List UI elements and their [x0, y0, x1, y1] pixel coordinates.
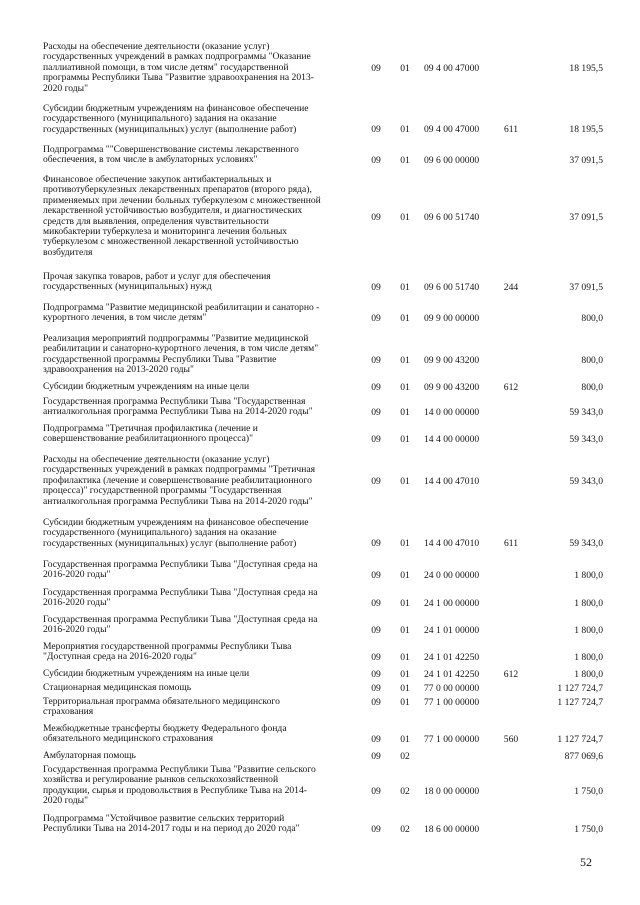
target-article-code: 14 0 00 00000 — [424, 406, 480, 418]
expense-type-code: 612 — [503, 668, 519, 680]
table-row — [0, 560, 640, 581]
table-row — [0, 145, 640, 166]
subsection-code: 02 — [400, 750, 410, 762]
amount: 877 069,6 — [564, 750, 603, 762]
row-description: Государственная программа Республики Тыва "Доступная среда на 2016-2020 годы" — [43, 614, 318, 636]
amount: 18 195,5 — [569, 62, 603, 74]
amount: 800,0 — [581, 381, 603, 393]
target-article-code: 77 1 00 00000 — [424, 733, 480, 745]
target-article-code: 09 9 00 43200 — [424, 381, 480, 393]
table-row — [0, 272, 640, 293]
target-article-code: 09 9 00 43200 — [424, 354, 480, 366]
subsection-code: 01 — [400, 569, 410, 581]
section-code: 09 — [371, 537, 381, 549]
amount: 59 343,0 — [569, 537, 603, 549]
expense-type-code: 611 — [503, 123, 519, 135]
target-article-code: 09 6 00 51740 — [424, 281, 480, 293]
subsection-code: 02 — [400, 785, 410, 797]
table-row — [0, 669, 640, 680]
page-number: 52 — [580, 855, 592, 869]
amount: 18 195,5 — [569, 123, 603, 135]
row-description: Подпрограмма "Развитие медицинской реабилитации и санаторно - курортного лечения, в том числе детям" — [43, 302, 320, 324]
section-code: 09 — [371, 569, 381, 581]
target-article-code: 14 4 00 00000 — [424, 433, 480, 445]
row-description: Субсидии бюджетным учреждениям на иные цели — [43, 668, 250, 679]
target-article-code: 09 9 00 00000 — [424, 312, 480, 324]
section-code: 09 — [371, 823, 381, 835]
target-article-code: 77 0 00 00000 — [424, 682, 480, 694]
row-description: Подпрограмма ""Совершенствование системы лекарственного обеспечения, в том числе в амбулаторных условиях" — [43, 144, 299, 166]
section-code: 09 — [371, 123, 381, 135]
target-article-code: 09 4 00 47000 — [424, 123, 480, 135]
section-code: 09 — [371, 406, 381, 418]
row-description: Государственная программа Республики Тыва "Развитие сельского хозяйства и регулирование рынков сельскохозяйственной продукции, сырья и продовольствия в Республике Тыва на 2014- 2020 годы" — [43, 764, 316, 807]
target-article-code: 24 0 00 00000 — [424, 569, 480, 581]
section-code: 09 — [371, 668, 381, 680]
table-row — [0, 382, 640, 393]
table-row — [0, 303, 640, 324]
table-row — [0, 615, 640, 636]
amount: 37 091,5 — [569, 154, 603, 166]
amount: 1 127 724,7 — [557, 733, 603, 745]
subsection-code: 01 — [400, 651, 410, 663]
row-description: Подпрограмма "Устойчивое развитие сельских территорий Республики Тыва на 2014-2017 годы и на период до 2020 года" — [43, 813, 300, 835]
subsection-code: 01 — [400, 123, 410, 135]
subsection-code: 01 — [400, 211, 410, 223]
section-code: 09 — [371, 381, 381, 393]
table-row — [0, 175, 640, 259]
table-row — [0, 765, 640, 807]
amount: 59 343,0 — [569, 406, 603, 418]
expense-type-code: 560 — [503, 733, 519, 745]
table-row — [0, 814, 640, 835]
target-article-code: 18 6 00 00000 — [424, 823, 480, 835]
amount: 37 091,5 — [569, 211, 603, 223]
subsection-code: 01 — [400, 381, 410, 393]
amount: 1 800,0 — [574, 651, 603, 663]
target-article-code: 24 1 01 42250 — [424, 651, 480, 663]
subsection-code: 01 — [400, 537, 410, 549]
target-article-code: 24 1 01 42250 — [424, 668, 480, 680]
table-row — [0, 697, 640, 718]
row-description: Мероприятия государственной программы Республики Тыва "Доступная среда на 2016-2020 годы" — [43, 641, 292, 663]
subsection-code: 01 — [400, 682, 410, 694]
row-description: Субсидии бюджетным учреждениям на иные цели — [43, 381, 250, 392]
row-description: Государственная программа Республики Тыва "Доступная среда на 2016-2020 годы" — [43, 587, 318, 609]
row-description: Подпрограмма "Третичная профилактика (лечение и совершенствование реабилитационного процесса)" — [43, 423, 258, 445]
amount: 1 800,0 — [574, 597, 603, 609]
section-code: 09 — [371, 281, 381, 293]
section-code: 09 — [371, 433, 381, 445]
subsection-code: 01 — [400, 696, 410, 708]
amount: 1 800,0 — [574, 668, 603, 680]
section-code: 09 — [371, 211, 381, 223]
table-row — [0, 588, 640, 609]
table-row — [0, 642, 640, 663]
row-description: Территориальная программа обязательного медицинского страхования — [43, 696, 280, 718]
amount: 1 127 724,7 — [557, 682, 603, 694]
row-description: Амбулаторная помощь — [43, 750, 136, 761]
row-description: Финансовое обеспечение закупок антибактериальных и противотуберкулезных лекарственных препаратов (второго ряда), применяемых при лечении больных туберкулезом с множественной лекарственной устойчивостью возбудителя, и диагностических средств для выявления, определения чувствительности микобактерии туберкулеза и мониторинга лечения больных туберкулезом с множественной лекарственной устойчивостью возбудителя — [43, 174, 321, 258]
section-code: 09 — [371, 312, 381, 324]
table-row — [0, 724, 640, 745]
table-row — [0, 397, 640, 418]
target-article-code: 18 0 00 00000 — [424, 785, 480, 797]
amount: 800,0 — [581, 354, 603, 366]
row-description: Государственная программа Республики Тыва "Государственная антиалкогольная программа Республики Тыва на 2014-2020 годы" — [43, 396, 313, 418]
row-description: Реализация мероприятий подпрограммы "Развитие медицинской реабилитации и санаторно-курортного лечения, в том числе детям" государственной программы Республики Тыва "Развитие здравоохранения на 2013-2020 годы" — [43, 333, 319, 376]
subsection-code: 01 — [400, 668, 410, 680]
subsection-code: 01 — [400, 281, 410, 293]
amount: 1 127 724,7 — [557, 696, 603, 708]
expense-type-code: 612 — [503, 381, 519, 393]
section-code: 09 — [371, 696, 381, 708]
subsection-code: 01 — [400, 433, 410, 445]
subsection-code: 02 — [400, 823, 410, 835]
row-description: Субсидии бюджетным учреждениям на финансовое обеспечение государственного (муниципального) задания на оказание государственных (муниципальных) услуг (выполнение работ) — [43, 103, 309, 135]
target-article-code: 14 4 00 47010 — [424, 537, 480, 549]
section-code: 09 — [371, 682, 381, 694]
subsection-code: 01 — [400, 597, 410, 609]
table-row — [0, 104, 640, 135]
table-row — [0, 683, 640, 694]
amount: 59 343,0 — [569, 433, 603, 445]
expense-type-code: 244 — [503, 281, 519, 293]
target-article-code: 09 4 00 47000 — [424, 62, 480, 74]
section-code: 09 — [371, 624, 381, 636]
subsection-code: 01 — [400, 154, 410, 166]
section-code: 09 — [371, 750, 381, 762]
amount: 59 343,0 — [569, 475, 603, 487]
section-code: 09 — [371, 651, 381, 663]
target-article-code: 09 6 00 51740 — [424, 211, 480, 223]
amount: 800,0 — [581, 312, 603, 324]
row-description: Стационарная медицинская помощь — [43, 682, 192, 693]
target-article-code: 14 4 00 47010 — [424, 475, 480, 487]
row-description: Прочая закупка товаров, работ и услуг для обеспечения государственных (муниципальных) нужд — [43, 271, 271, 293]
section-code: 09 — [371, 62, 381, 74]
table-row — [0, 518, 640, 549]
table-row — [0, 751, 640, 762]
section-code: 09 — [371, 597, 381, 609]
target-article-code: 24 1 01 00000 — [424, 624, 480, 636]
target-article-code: 77 1 00 00000 — [424, 696, 480, 708]
amount: 1 750,0 — [574, 823, 603, 835]
amount: 1 800,0 — [574, 624, 603, 636]
table-row — [0, 455, 640, 507]
row-description: Расходы на обеспечение деятельности (оказание услуг) государственных учреждений в рамках подпрограммы "Третичная профилактика (лечение и совершенствование реабилитационного процесса)" государственной программы "Государственная антиалкогольная программа Республики Тыва на 2014-2020 годы" — [43, 454, 316, 507]
subsection-code: 01 — [400, 406, 410, 418]
section-code: 09 — [371, 475, 381, 487]
subsection-code: 01 — [400, 354, 410, 366]
subsection-code: 01 — [400, 475, 410, 487]
section-code: 09 — [371, 354, 381, 366]
row-description: Расходы на обеспечение деятельности (оказание услуг) государственных учреждений в рамках подпрограммы "Оказание паллиативной помощи, в том числе детям" государственной программы Республики Тыва "Развитие здравоохранения на 2013- 2020 годы" — [43, 41, 314, 94]
amount: 1 800,0 — [574, 569, 603, 581]
amount: 37 091,5 — [569, 281, 603, 293]
section-code: 09 — [371, 785, 381, 797]
expense-type-code: 611 — [503, 537, 519, 549]
subsection-code: 01 — [400, 312, 410, 324]
subsection-code: 01 — [400, 733, 410, 745]
subsection-code: 01 — [400, 62, 410, 74]
section-code: 09 — [371, 154, 381, 166]
target-article-code: 09 6 00 00000 — [424, 154, 480, 166]
row-description: Государственная программа Республики Тыва "Доступная среда на 2016-2020 годы" — [43, 559, 318, 581]
table-row — [0, 424, 640, 445]
amount: 1 750,0 — [574, 785, 603, 797]
row-description: Субсидии бюджетным учреждениям на финансовое обеспечение государственного (муниципального) задания на оказание государственных (муниципальных) услуг (выполнение работ) — [43, 517, 309, 549]
subsection-code: 01 — [400, 624, 410, 636]
section-code: 09 — [371, 733, 381, 745]
table-row — [0, 334, 640, 376]
table-row — [0, 42, 640, 94]
row-description: Межбюджетные трансферты бюджету Федерального фонда обязательного медицинского страхования — [43, 723, 287, 745]
target-article-code: 24 1 00 00000 — [424, 597, 480, 609]
